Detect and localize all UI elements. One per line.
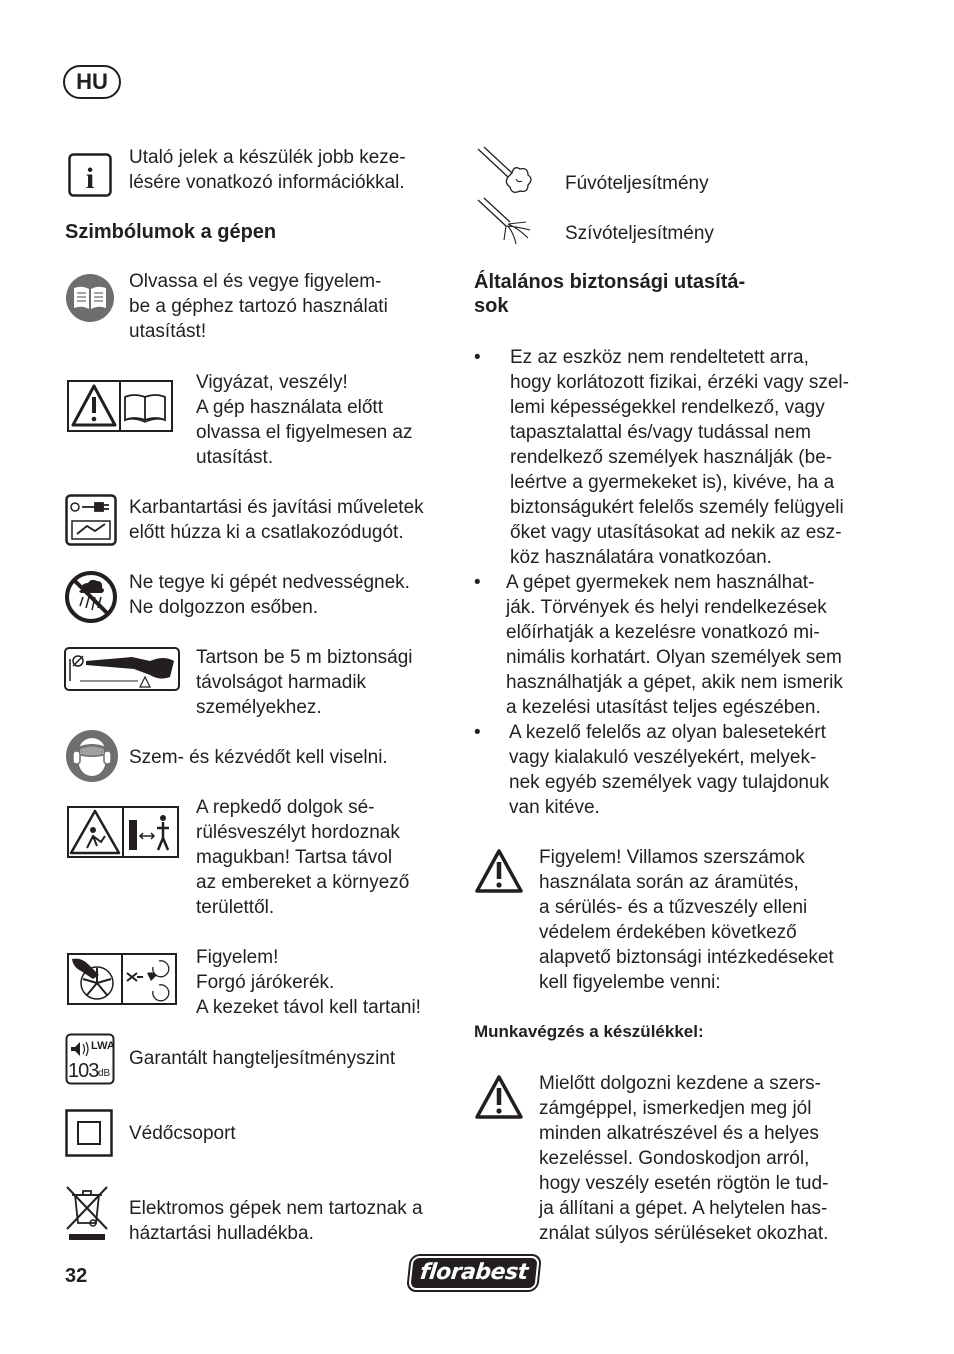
manual-book-icon	[65, 273, 115, 323]
eye-ear-protection-icon	[65, 729, 119, 783]
bullet-text-1: A gépet gyermekek nem használhat- ják. Törvények és helyi rendelkezések előírhatják a kezelésre vonatkozó mi- nimális korhatárt. Olyan személyek sem használhatják a gépet, akik nem ismerik a kezelési utasítást teljes egészében.	[506, 572, 843, 718]
symbol-text-6: A repkedő dolgok sé- rülésveszélyt hordoznak magukban! Tartsa távol az embereket a környező területtől.	[196, 797, 410, 918]
symbol-text-1: Vigyázat, veszély! A gép használata előtt olvassa el figyelmesen az utasítást.	[196, 372, 413, 468]
distance-icon	[64, 647, 180, 691]
suction-power-icon	[474, 196, 536, 248]
blowing-power-label: Fúvóteljesítmény	[565, 173, 709, 194]
symbol-text-5: Szem- és kézvédőt kell viselni.	[129, 747, 388, 768]
info-text: Utaló jelek a készülék jobb keze- lésére vonatkozó információkkal.	[129, 147, 406, 193]
symbol-text-7: Figyelem! Forgó járókerék. A kezeket távol kell tartani!	[196, 947, 421, 1018]
warning-icon	[474, 848, 524, 894]
bullet-text-2: A kezelő felelős az olyan balesetekért vagy kialakuló veszélyekért, melyek- nek egyéb személyek vagy tulajdonuk van kitéve.	[509, 722, 830, 818]
protection-class-icon	[65, 1109, 113, 1157]
flying-objects-icon	[67, 806, 179, 858]
language-badge	[63, 65, 121, 99]
language-code: HU	[76, 69, 108, 94]
safety-heading: Általános biztonsági utasítá- sok	[474, 271, 746, 317]
symbol-text-0: Olvassa el és vegye figyelem- be a géphez tartozó használati utasítást!	[129, 271, 388, 342]
weee-bin-icon	[63, 1183, 111, 1243]
bullet-marker: •	[474, 347, 481, 368]
info-icon	[68, 153, 112, 197]
bullet-marker: •	[474, 722, 481, 743]
page-number: 32	[65, 1265, 88, 1287]
svg-text:i: i	[85, 162, 95, 195]
no-rain-icon	[64, 570, 118, 624]
warning-text-1: Figyelem! Villamos szerszámok használata során az áramütés, a sérülés- és a tűzveszély elleni védelem érdekében következő alapvető biztonsági intézkedéseket kell figyelembe venni:	[539, 847, 834, 993]
symbol-text-10: Elektromos gépek nem tartoznak a háztartási hulladékba.	[129, 1198, 423, 1244]
blowing-power-icon	[474, 145, 536, 197]
symbol-text-9: Védőcsoport	[129, 1123, 236, 1144]
symbol-text-3: Ne tegye ki gépét nedvességnek. Ne dolgozzon esőben.	[129, 572, 410, 618]
brand-logo: florabest	[408, 1256, 539, 1290]
unplug-icon	[65, 494, 117, 546]
sound-power-label: LWA	[91, 1040, 115, 1052]
symbol-text-4: Tartson be 5 m biztonsági távolságot harmadik személyekhez.	[196, 647, 413, 718]
work-heading: Munkavégzés a készülékkel:	[474, 1022, 704, 1041]
warning-manual-icon	[67, 380, 173, 432]
bullet-marker: •	[474, 572, 481, 593]
sound-power-value: 103	[68, 1060, 99, 1082]
warning-icon	[474, 1074, 524, 1120]
symbol-text-2: Karbantartási és javítási műveletek előtt húzza ki a csatlakozódugót.	[129, 497, 424, 543]
sound-power-unit: dB	[98, 1068, 111, 1079]
symbols-heading: Szimbólumok a gépen	[65, 221, 277, 243]
bullet-text-0: Ez az eszköz nem rendeltetett arra, hogy korlátozott fizikai, érzéki vagy szel- lemi képességekkel rendelkező, vagy tapasztalattal és/vagy tudással nem rendelkező személyek használják (be- leértve a gyermekeket is), kivéve, ha a biztonságukért felelős személy felügyeli őket vagy utasításokat ad nekik az esz- köz használatára vonatkozóan.	[510, 347, 849, 568]
symbol-text-8: Garantált hangteljesítményszint	[129, 1048, 396, 1069]
suction-power-label: Szívóteljesítmény	[565, 223, 714, 244]
rotating-impeller-icon	[67, 953, 177, 1005]
warning-text-2: Mielőtt dolgozni kezdene a szers- zámgéppel, ismerkedjen meg jól minden alkatrészével és a helyes kezeléssel. Gondoskodjon arról, hogy veszély esetén rögtön le tud- ja állítani a gépet. A helytelen has- ználat súlyos sérüléseket okozhat.	[539, 1073, 829, 1244]
